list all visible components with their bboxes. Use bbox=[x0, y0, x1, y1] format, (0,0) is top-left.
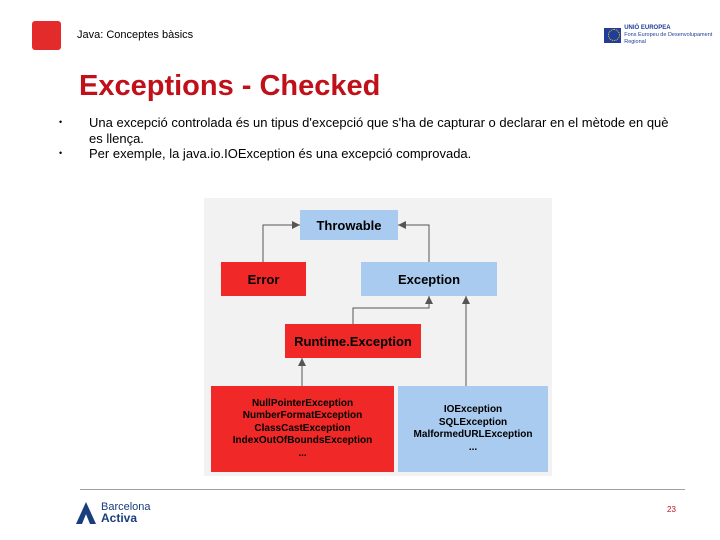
error-box: Error bbox=[221, 262, 306, 296]
eu-logo-text bbox=[624, 25, 720, 46]
checked-item: MalformedURLException bbox=[413, 429, 533, 440]
barcelona-logo-icon bbox=[32, 21, 61, 50]
slide-title: Exceptions - Checked bbox=[79, 70, 381, 102]
page-number: 23 bbox=[667, 505, 676, 514]
barcelona-activa-text bbox=[101, 502, 151, 524]
header-title: Java: Conceptes bàsics bbox=[77, 29, 194, 41]
checked-item: ... bbox=[468, 441, 478, 453]
eu-logo-line1: UNIÓ EUROPEA bbox=[624, 25, 671, 31]
brand-line1: Barcelona bbox=[101, 501, 151, 513]
bullet-list bbox=[59, 115, 679, 162]
barcelona-activa-icon bbox=[76, 502, 96, 524]
unchecked-item: ... bbox=[298, 447, 307, 459]
unchecked-item: IndexOutOfBoundsException bbox=[232, 435, 373, 447]
error-to-throwable-connector bbox=[263, 225, 300, 262]
eu-logo-line2: Fons Europeu de Desenvolupament Regional bbox=[624, 32, 713, 45]
checked-item: SQLException bbox=[438, 416, 508, 428]
runtime-to-exception-connector bbox=[353, 296, 429, 324]
unchecked-exceptions-box bbox=[211, 386, 394, 472]
unchecked-item: NullPointerException bbox=[251, 397, 354, 409]
runtime-exception-box: Runtime.Exception bbox=[285, 324, 421, 358]
brand-line2: Activa bbox=[101, 511, 138, 525]
unchecked-item: ClassCastException bbox=[254, 422, 351, 434]
checked-exceptions-box bbox=[398, 386, 548, 472]
checked-item: IOException bbox=[443, 404, 503, 415]
exception-to-throwable-connector bbox=[398, 225, 429, 262]
bullet-item: • Una excepció controlada és un tipus d'excepció que s'ha de capturar o declarar en el mètode en què es llença. bbox=[59, 115, 679, 146]
exception-hierarchy-diagram bbox=[204, 198, 552, 476]
eu-flag-icon bbox=[604, 28, 621, 43]
bullet-item: • Per exemple, la java.io.IOException és una excepció comprovada. bbox=[59, 146, 679, 162]
unchecked-item: NumberFormatException bbox=[242, 410, 363, 422]
barcelona-activa-logo bbox=[76, 502, 151, 524]
eu-logo bbox=[604, 25, 720, 46]
throwable-box: Throwable bbox=[300, 210, 398, 240]
exception-box: Exception bbox=[361, 262, 497, 296]
footer-divider bbox=[80, 489, 685, 490]
